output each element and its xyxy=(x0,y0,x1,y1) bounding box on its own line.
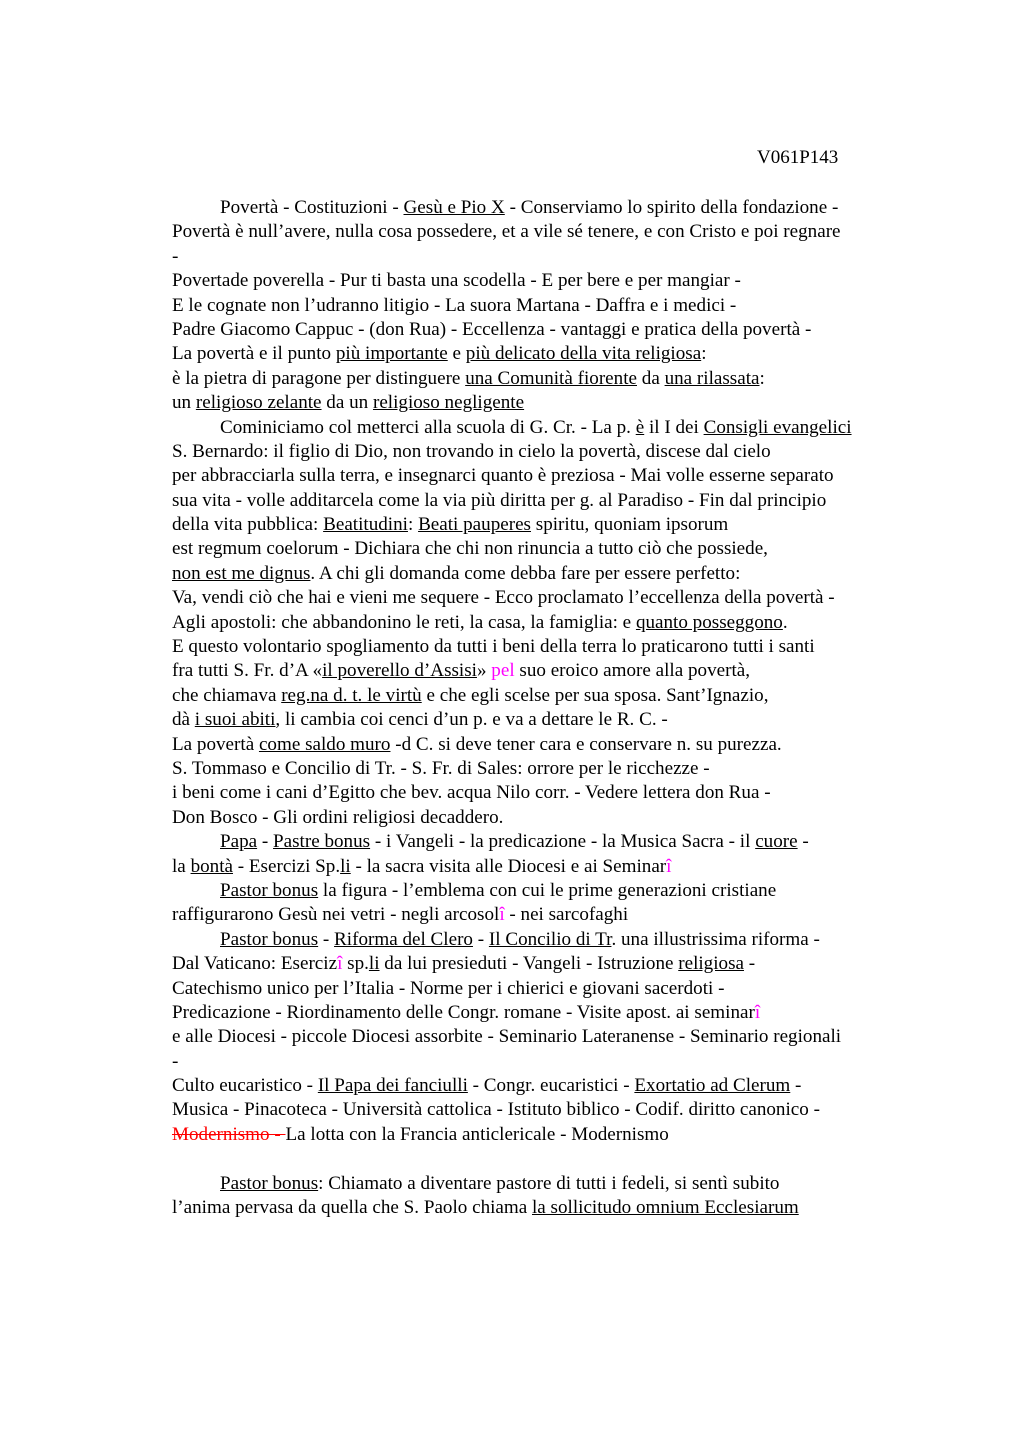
text-run: : xyxy=(701,343,707,365)
text-line xyxy=(172,269,912,293)
text-run: Catechismo unico per l’Italia - Norme per i chierici e giovani sacerdoti - xyxy=(172,977,725,999)
underlined-text: una Comunità fiorente xyxy=(465,367,637,389)
text-line xyxy=(172,562,912,586)
underlined-text: cuore xyxy=(755,831,798,853)
text-line xyxy=(172,416,912,440)
underlined-text: come saldo muro xyxy=(258,733,391,755)
text-run: S. Bernardo: il figlio di Dio, non trovando in cielo la povertà, discese dal cielo xyxy=(172,440,771,462)
text-run: - xyxy=(172,1050,179,1072)
underlined-text: Riforma del Clero xyxy=(334,928,473,950)
text-run: Va, vendi ciò che hai e vieni me sequere - Ecco proclamato l’eccellenza della povertà - xyxy=(172,587,835,609)
text-run: il I dei xyxy=(644,416,704,438)
text-line xyxy=(172,757,912,781)
text-line xyxy=(172,781,912,805)
text-run: e che egli scelse per sua sposa. Sant’Ignazio, xyxy=(421,684,769,706)
text-line xyxy=(172,733,912,757)
text-run: Padre Giacomo Cappuc - (don Rua) - Eccellenza - vantaggi e pratica della povertà - xyxy=(172,318,812,340)
text-run: -d C. si deve tener cara e conservare n. su purezza. xyxy=(390,733,782,755)
text-line xyxy=(172,318,912,342)
text-run: Don Bosco - Gli ordini religiosi decaddero. xyxy=(172,806,504,828)
text-run: - xyxy=(797,831,809,853)
text-run: Povertà - Costituzioni - xyxy=(220,197,404,218)
inserted-text: î xyxy=(499,904,505,926)
text-line xyxy=(172,367,912,391)
text-run: Cominiciamo col metterci alla scuola di G. Cr. - La p. xyxy=(220,416,636,438)
underlined-text: non est me dignus xyxy=(172,562,311,584)
text-run: . xyxy=(782,611,788,633)
text-run: - Congr. eucaristici - xyxy=(467,1075,635,1097)
text-line xyxy=(172,513,912,537)
text-run: per abbracciarla sulla terra, e insegnarci quanto è preziosa - Mai volle esserne separato xyxy=(172,465,834,487)
text-line xyxy=(172,1196,912,1220)
underlined-text: la sollicitudo omnium Ecclesiarum xyxy=(532,1197,799,1219)
text-run: - la sacra visita alle Diocesi e ai Seminar xyxy=(350,855,667,877)
text-line xyxy=(172,1025,912,1049)
text-run: e alle Diocesi - piccole Diocesi assorbite - Seminario Lateranense - Seminario regionali xyxy=(172,1026,842,1048)
underlined-text: Beatitudini xyxy=(323,514,408,536)
text-run: raffigurarono Gesù nei vetri - negli arcosol xyxy=(172,904,500,926)
text-run: da xyxy=(637,367,665,389)
underlined-text: Beati pauperes xyxy=(418,514,531,536)
text-line xyxy=(172,440,912,464)
text-run: Musica - Pinacoteca - Università cattolica - Istituto biblico - Codif. diritto canonico - xyxy=(172,1099,820,1121)
document-body xyxy=(172,196,912,1220)
text-run: La lotta con la Francia anticlericale - Modernismo xyxy=(285,1123,669,1145)
text-run: la figura - l’emblema con cui le prime generazioni cristiane xyxy=(318,879,777,901)
text-line xyxy=(172,977,912,1001)
text-run: S. Tommaso e Concilio di Tr. - S. Fr. di Sales: orrore per le ricchezze - xyxy=(172,757,710,779)
underlined-text: Gesù e Pio X xyxy=(403,197,505,218)
text-run: - xyxy=(790,1075,802,1097)
text-line xyxy=(172,464,912,488)
underlined-text: Pastor bonus xyxy=(220,879,319,901)
underlined-text: Papa xyxy=(220,831,258,853)
text-run: , li cambia coi cenci d’un p. e va a dettare le R. C. - xyxy=(275,709,668,731)
underlined-text: Exortatio ad Clerum xyxy=(634,1075,791,1097)
text-line xyxy=(172,952,912,976)
text-run: e xyxy=(447,343,466,365)
underlined-text: il poverello d’Assisi xyxy=(322,660,477,682)
text-line xyxy=(172,1123,912,1147)
underlined-text: Consigli evangelici xyxy=(703,416,852,438)
text-run: della vita pubblica: xyxy=(172,514,324,536)
underlined-text: bontà xyxy=(190,855,233,877)
underlined-text: una rilassata xyxy=(664,367,760,389)
text-run: - Conserviamo lo spirito della fondazione - xyxy=(504,197,839,218)
text-run: : xyxy=(407,514,419,536)
underlined-text: è xyxy=(635,416,645,438)
text-line xyxy=(172,659,912,683)
text-run: suo eroico amore alla povertà, xyxy=(514,660,751,682)
text-line xyxy=(172,1050,912,1074)
text-line xyxy=(172,928,912,952)
underlined-text: Pastor bonus xyxy=(220,1172,319,1194)
underlined-text: li xyxy=(340,855,351,877)
inserted-text: î xyxy=(754,1001,761,1023)
text-run: E questo volontario spogliamento da tutti i beni della terra lo praticarono tutti i santi xyxy=(172,636,815,658)
text-run: - xyxy=(318,928,335,950)
text-run: Povertade poverella - Pur ti basta una scodella - E per bere e per mangiar - xyxy=(172,270,741,292)
underlined-text: religioso negligente xyxy=(372,392,525,414)
text-run: . una illustrissima riforma - xyxy=(611,928,820,950)
text-line xyxy=(172,220,912,244)
text-line xyxy=(172,196,912,220)
text-run: Culto eucaristico - xyxy=(172,1075,318,1097)
text-run: spiritu, quoniam ipsorum xyxy=(530,514,729,536)
text-line xyxy=(172,806,912,830)
text-run: est regmum coelorum - Dichiara che chi non rinuncia a tutto ciò che possiede, xyxy=(172,538,768,560)
inserted-text: î xyxy=(337,953,343,975)
text-line xyxy=(172,855,912,879)
text-run: : Chiamato a diventare pastore di tutti i fedeli, si sentì subito xyxy=(318,1172,780,1194)
text-run: sua vita - volle additarcela come la via più diritta per g. al Paradiso - Fin dal principio xyxy=(172,489,827,511)
underlined-text: i suoi abiti xyxy=(194,709,276,731)
text-line xyxy=(172,1074,912,1098)
underlined-text: reg.na d. t. le virtù xyxy=(281,684,422,706)
text-run: La povertà e il punto xyxy=(172,343,336,365)
text-run: - xyxy=(472,928,489,950)
text-line xyxy=(172,635,912,659)
text-line xyxy=(172,684,912,708)
text-line xyxy=(172,708,912,732)
text-run: fra tutti S. Fr. d’A « xyxy=(172,660,323,682)
underlined-text: più delicato della vita religiosa xyxy=(465,343,702,365)
text-run: - Esercizi Sp. xyxy=(232,855,341,877)
struck-text: Modernismo - xyxy=(172,1123,286,1145)
text-line xyxy=(172,611,912,635)
text-line xyxy=(172,830,912,854)
text-line xyxy=(172,1001,912,1025)
text-line xyxy=(172,903,912,927)
text-run: la xyxy=(172,855,191,877)
text-run: - nei sarcofaghi xyxy=(504,904,629,926)
text-run: : xyxy=(759,367,765,389)
text-line xyxy=(172,245,912,269)
text-run: è la pietra di paragone per distinguere xyxy=(172,367,466,389)
text-run: Dal Vaticano: Eserciz xyxy=(172,953,338,975)
inserted-text: pel xyxy=(491,660,515,682)
text-run: Predicazione - Riordinamento delle Congr. romane - Visite apost. ai seminar xyxy=(172,1001,755,1023)
text-run: dà xyxy=(172,709,195,731)
text-run: che chiamava xyxy=(172,684,282,706)
underlined-text: religioso zelante xyxy=(195,392,322,414)
text-line xyxy=(172,391,912,415)
text-run: Povertà è null’avere, nulla cosa possedere, et a vile sé tenere, e con Cristo e poi regnare xyxy=(172,221,841,243)
underlined-text: li xyxy=(368,953,380,975)
text-line xyxy=(172,342,912,366)
text-line xyxy=(172,586,912,610)
text-run: sp. xyxy=(342,953,369,975)
text-run: - xyxy=(172,245,179,267)
text-line xyxy=(172,879,912,903)
text-run: E le cognate non l’udranno litigio - La suora Martana - Daffra e i medici - xyxy=(172,294,737,316)
text-line xyxy=(172,294,912,318)
text-run: - xyxy=(257,831,274,853)
document-id: V061P143 xyxy=(757,147,839,168)
text-run: » xyxy=(476,660,492,682)
text-line xyxy=(172,489,912,513)
text-run: Agli apostoli: che abbandonino le reti, la casa, la famiglia: e xyxy=(172,611,636,633)
underlined-text: Pastor bonus xyxy=(220,928,319,950)
text-line xyxy=(172,1172,912,1196)
underlined-text: più importante xyxy=(335,343,448,365)
text-run: un xyxy=(172,392,196,414)
underlined-text: Il Concilio di Tr xyxy=(488,928,612,950)
text-run: - xyxy=(743,953,756,975)
inserted-text: î xyxy=(666,855,672,877)
underlined-text: quanto posseggono xyxy=(635,611,783,633)
text-line xyxy=(172,537,912,561)
blank-line xyxy=(172,1147,912,1171)
text-run: - i Vangeli - la predicazione - la Musica Sacra - il xyxy=(370,831,756,853)
text-run: l’anima pervasa da quella che S. Paolo chiama xyxy=(172,1197,532,1219)
text-run: . A chi gli domanda come debba fare per essere perfetto: xyxy=(310,562,741,584)
underlined-text: Il Papa dei fanciulli xyxy=(317,1075,468,1097)
text-line xyxy=(172,1098,912,1122)
text-run: da un xyxy=(321,392,373,414)
underlined-text: Pastre bonus xyxy=(273,831,371,853)
text-run: da lui presieduti - Vangeli - Istruzione xyxy=(379,953,679,975)
text-run: La povertà xyxy=(172,733,259,755)
text-run: i beni come i cani d’Egitto che bev. acqua Nilo corr. - Vedere lettera don Rua - xyxy=(172,782,771,804)
underlined-text: religiosa xyxy=(678,953,744,975)
